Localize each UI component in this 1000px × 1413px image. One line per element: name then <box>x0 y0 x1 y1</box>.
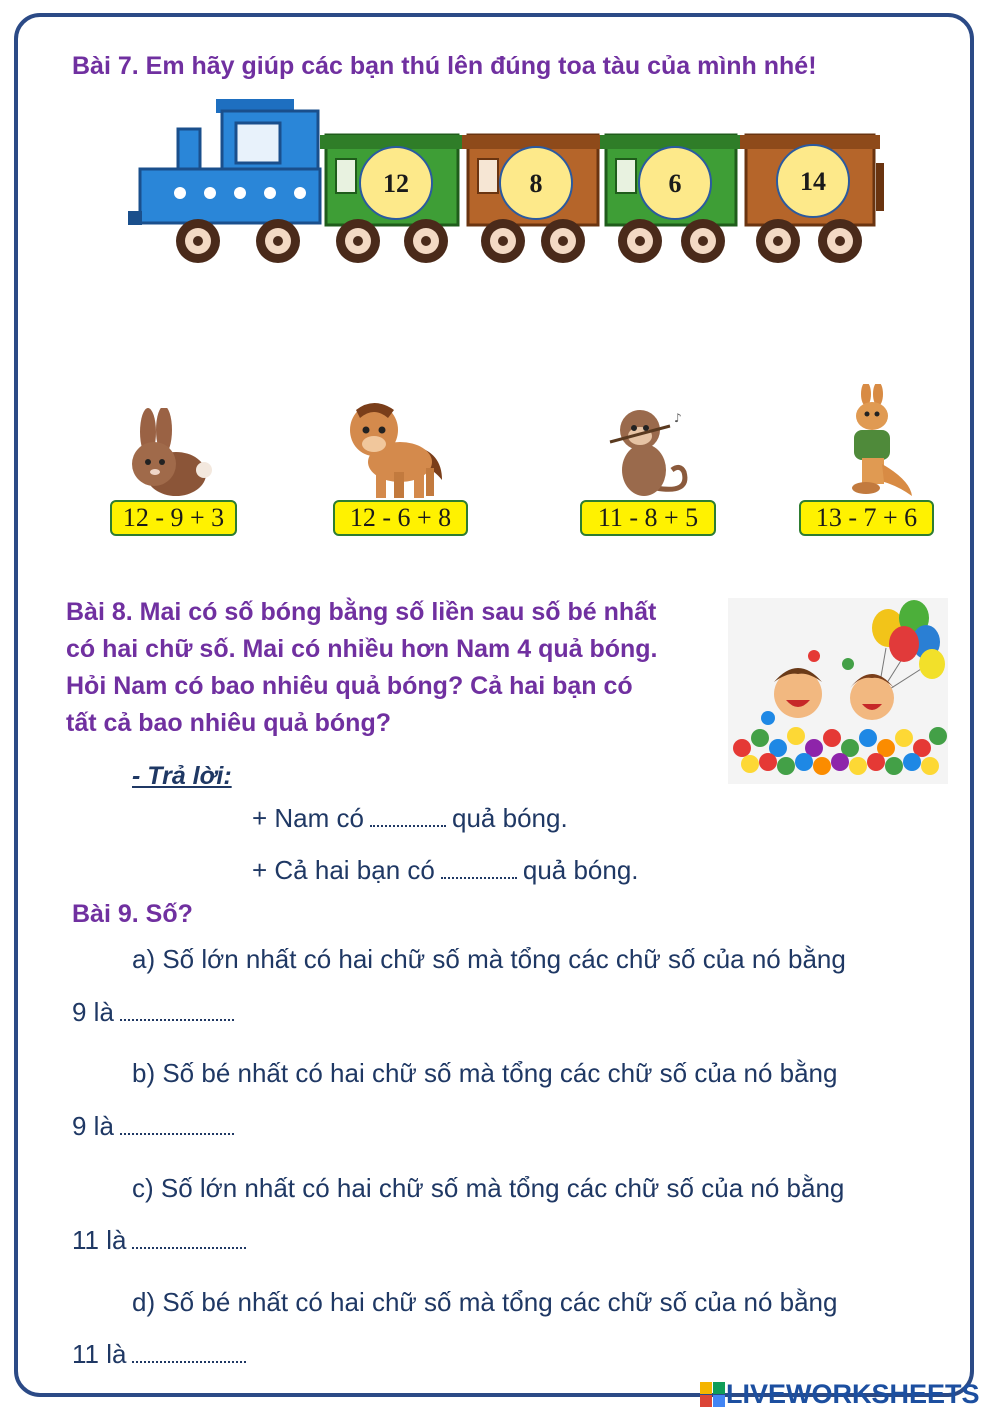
expression-3: 11 - 8 + 5 <box>580 500 716 536</box>
answer-1-suffix: quả bóng. <box>452 803 568 833</box>
bai8-line-2: có hai chữ số. Mai có nhiều hơn Nam 4 quả bóng. <box>66 635 658 663</box>
answer-label: - Trả lời: <box>132 762 232 790</box>
answer-1-blank[interactable] <box>370 823 446 827</box>
svg-text:♪: ♪ <box>674 411 682 425</box>
bai9-item-c-label: 11 là <box>72 1225 127 1255</box>
wagon-number-4: 14 <box>800 167 826 196</box>
bai9-item-c-text: c) Số lớn nhất có hai chữ số mà tổng các chữ số của nó bằng <box>132 1173 845 1203</box>
expression-4: 13 - 7 + 6 <box>799 500 934 536</box>
wagon-number-3: 6 <box>668 169 682 198</box>
ball-pit-illustration <box>728 598 948 784</box>
train-illustration <box>118 93 898 273</box>
bai8-problem <box>66 594 766 742</box>
train-engine <box>128 99 320 263</box>
expression-2: 12 - 6 + 8 <box>333 500 468 536</box>
bai9-item-c-blank[interactable] <box>132 1245 246 1249</box>
answer-2-suffix: quả bóng. <box>522 855 639 885</box>
liveworksheets-logo-icon <box>700 1382 726 1408</box>
bai9-item-b-text: b) Số bé nhất có hai chữ số mà tổng các chữ số của nó bằng <box>132 1058 838 1088</box>
kangaroo-icon <box>836 384 914 500</box>
bai9-item-a-label: 9 là <box>72 997 114 1027</box>
bai9-item-d-text: d) Số bé nhất có hai chữ số mà tổng các chữ số của nó bằng <box>132 1287 838 1317</box>
bai8-line-3: Hỏi Nam có bao nhiêu quả bóng? Cả hai bạn có <box>66 672 633 700</box>
answer-line-2 <box>252 855 639 886</box>
rabbit-icon <box>118 408 214 500</box>
wagon-number-2: 8 <box>529 169 543 198</box>
bai7-title: Bài 7. Em hãy giúp các bạn thú lên đúng toa tàu của mình nhé! <box>72 52 817 80</box>
monkey-icon <box>604 402 696 500</box>
bai9-item-c-end <box>72 1225 252 1256</box>
answer-1-prefix: + Nam có <box>252 803 364 833</box>
wagon-number-1: 12 <box>383 169 409 198</box>
horse-icon <box>344 396 448 502</box>
bai9-item-a-text: a) Số lớn nhất có hai chữ số mà tổng các chữ số của nó bằng <box>132 944 846 974</box>
bai8-line-4: tất cả bao nhiêu quả bóng? <box>66 709 391 737</box>
bai9-item-d-end <box>72 1339 252 1370</box>
bai9-item-b-blank[interactable] <box>120 1131 234 1135</box>
bai9-item-a-blank[interactable] <box>120 1017 234 1021</box>
bai9-item-a-end <box>72 997 240 1028</box>
bai9-item-b-label: 9 là <box>72 1111 114 1141</box>
bai9-title: Bài 9. Số? <box>72 900 193 928</box>
expression-1: 12 - 9 + 3 <box>110 500 237 536</box>
liveworksheets-logo-text: LIVEWORKSHEETS <box>726 1379 980 1409</box>
answer-2-prefix: + Cả hai bạn có <box>252 855 435 885</box>
bai8-line-1: Bài 8. Mai có số bóng bằng số liền sau số bé nhất <box>66 598 657 626</box>
answer-line-1 <box>252 803 568 834</box>
bai9-item-d-label: 11 là <box>72 1339 127 1369</box>
liveworksheets-logo <box>700 1379 980 1410</box>
bai9-item-b-end <box>72 1111 240 1142</box>
bai9-item-d-blank[interactable] <box>132 1359 246 1363</box>
answer-2-blank[interactable] <box>441 875 517 879</box>
